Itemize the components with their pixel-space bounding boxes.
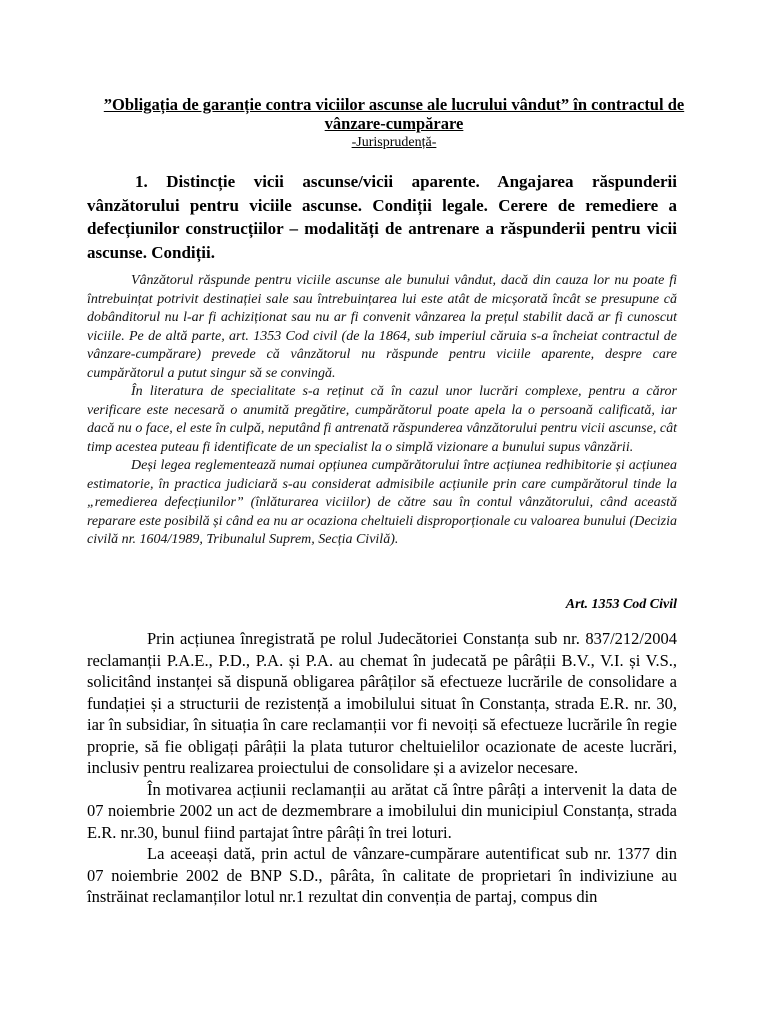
article-reference: Art. 1353 Cod Civil xyxy=(565,597,677,612)
body-paragraph: La aceeași dată, prin actul de vânzare-cumpărare autentificat sub nr. 1377 din 07 noiembrie 2002 de BNP S.D., pârâta, în calitate de proprietari în indiviziune au înstrăinat reclamanților lotul nr.1 rezultat din convenția de partaj, compus din xyxy=(87,844,677,906)
abstract xyxy=(87,272,677,550)
document-subtitle: -Jurisprudență- xyxy=(351,135,437,150)
abstract-paragraph: Vânzătorul răspunde pentru viciile ascunse ale bunului vândut, dacă din cauza lor nu poate fi întrebuințat potrivit destinației sale sau întrebuințarea lui este atât de micșorată încât se presupune că dobânditorul nu l-ar fi achiziționat sau nu ar fi convenit vânzarea la prețul stabilit dacă ar fi cunoscut viciile. Pe de altă parte, art. 1353 Cod civil (de la 1864, sub imperiul căruia s-a încheiat contractul de vânzare-cumpărare) prevede că vânzătorul nu răspunde pentru viciile aparente, despre care cumpărătorul a putut singur să se convingă. xyxy=(87,273,677,381)
body-paragraph: Prin acțiunea înregistrată pe rolul Judecătoriei Constanța sub nr. 837/212/2004 reclamanții P.A.E., P.D., P.A. și P.A. au chemat în judecată pe pârâții B.V., V.I. și V.S., solicitând instanței să dispună obligarea pârâților să efectueze lucrările de consolidare a fundației și a structurii de rezistență a imobilului situat în Constanța, strada E.R. nr. 30, iar în subsidiar, în situația în care reclamanții vor fi nevoiți să efectueze lucrările în regie proprie, să fie obligați pârâții la plata tuturor cheltuielilor ocazionate de aceste lucrări, inclusiv pentru realizarea proiectului de consolidare și a avizelor necesare. xyxy=(87,629,677,777)
abstract-paragraph: În literatura de specialitate s-a reținut că în cazul unor lucrări complexe, pentru a căror verificare este necesară o anumită pregătire, cumpărătorul poate apela la o persoană calificată, iar dacă nu o face, el este în culpă, neputând fi antrenată răspunderea vânzătorului pentru vicii ascunse, cât timp acestea puteau fi identificate de un specialist la o simplă vizionare a bunului supus vânzării. xyxy=(87,384,677,455)
body-paragraph: În motivarea acțiunii reclamanții au arătat că între pârâți a intervenit la data de 07 noiembrie 2002 un act de dezmembrare a imobilului din municipiul Constanța, strada E.R. nr.30, bunul fiind partajat între pârâți în trei loturi. xyxy=(87,779,677,842)
section-heading: 1. Distincție vicii ascunse/vicii aparente. Angajarea răspunderii vânzătorului pentru viciile ascunse. Condiții legale. Cerere de remediere a defecțiunilor construcțiilor – modalități de antrenare a răspunderii pentru vicii ascunse. Condiții. xyxy=(87,172,677,262)
document-body xyxy=(87,628,677,908)
document-title: ”Obligația de garanție contra viciilor ascunse ale lucrului vândut” în contractul de vânzare-cumpărare xyxy=(103,95,685,133)
abstract-paragraph: Deși legea reglementează numai opțiunea cumpărătorului între acțiunea redhibitorie și acțiunea estimatorie, în practica judiciară s-au considerat admisibile acțiunile prin care cumpărătorul tinde la „remedierea defecțiunilor” (înlăturarea viciilor) de către sau în contul vânzătorului, când această reparare este posibilă și când ea nu ar ocaziona cheltuieli disproporționale cu valoarea bunului (Decizia civilă nr. 1604/1989, Tribunalul Suprem, Secția Civilă). xyxy=(87,458,677,547)
